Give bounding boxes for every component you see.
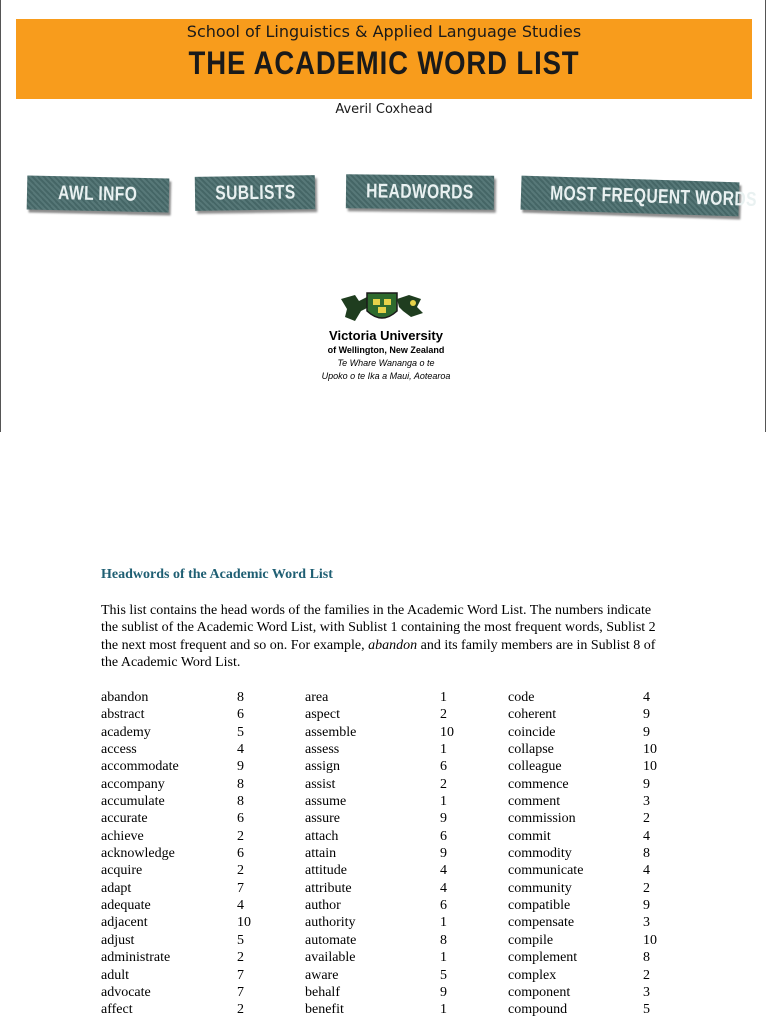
nav-awl-info-button[interactable] xyxy=(27,176,170,213)
headword: assure xyxy=(305,811,340,827)
sublist-number: 8 xyxy=(237,690,244,705)
sublist-number: 4 xyxy=(440,863,447,879)
sublist-number: 2 xyxy=(643,967,650,983)
headword: assign xyxy=(305,759,340,775)
headword: achieve xyxy=(101,828,144,844)
headword: commodity xyxy=(508,846,572,862)
sublist-number: 8 xyxy=(237,794,244,810)
headword: complement xyxy=(508,950,578,966)
headword: accurate xyxy=(101,811,148,827)
sublist-number: 7 xyxy=(237,984,244,1000)
headword: aspect xyxy=(305,707,340,723)
headword: benefit xyxy=(305,1002,344,1018)
headword: compile xyxy=(508,932,554,948)
headword: access xyxy=(101,742,137,758)
sublist-number: 1 xyxy=(440,690,447,705)
headword: academy xyxy=(101,724,151,740)
headword: adequate xyxy=(101,898,151,914)
headword: abstract xyxy=(101,707,145,723)
headword: accompany xyxy=(101,776,165,792)
headword: assemble xyxy=(305,724,357,740)
headword: acknowledge xyxy=(101,846,175,862)
sublist-number: 10 xyxy=(643,742,657,758)
sublist-number: 9 xyxy=(643,898,650,914)
headword: component xyxy=(508,984,571,1000)
headword: authority xyxy=(305,915,356,931)
sublist-number: 9 xyxy=(643,724,650,740)
sublist-number: 8 xyxy=(643,950,650,966)
sublist-number: 8 xyxy=(440,932,447,948)
headword: adjust xyxy=(101,932,135,948)
sublist-number: 4 xyxy=(237,742,244,758)
sublist-number: 2 xyxy=(237,1002,244,1018)
headword: adult xyxy=(101,967,129,983)
sublist-number: 2 xyxy=(643,880,650,896)
university-name: Victoria University xyxy=(329,328,443,343)
university-maori-name-line1: Te Whare Wananga o te xyxy=(337,358,435,368)
headword: assess xyxy=(305,742,340,758)
headword: compound xyxy=(508,1002,568,1018)
title-banner xyxy=(16,19,752,99)
sublist-number: 5 xyxy=(237,724,244,740)
headword: accumulate xyxy=(101,794,165,810)
sublist-number: 9 xyxy=(643,707,650,723)
intro-example-word: abandon xyxy=(368,637,418,653)
nav-sublists-label: SUBLISTS xyxy=(214,181,296,205)
headword: compensate xyxy=(508,915,575,931)
nav-most-frequent-words-button[interactable] xyxy=(521,176,758,217)
sublist-number: 10 xyxy=(643,932,657,948)
headword: assist xyxy=(305,776,336,792)
headword: coherent xyxy=(508,707,557,723)
intro-text-part2: and its family members are in Sublist 8 of the Academic Word List. xyxy=(101,637,656,670)
intro-paragraph xyxy=(101,602,661,671)
headword: complex xyxy=(508,967,557,983)
sublist-number: 3 xyxy=(643,984,650,1000)
headword: assume xyxy=(305,794,347,810)
sublist-number: 7 xyxy=(237,967,244,983)
headword: code xyxy=(508,690,535,705)
sublist-number: 6 xyxy=(440,759,447,775)
headword: community xyxy=(508,880,572,896)
sublist-number: 2 xyxy=(440,776,447,792)
intro-text-part1: This list contains the head words of the families in the Academic Word List. The numbers indicate the sublist of the Academic Word List, with Sublist 1 containing the most frequent words, Sublist 2 the next most frequent and so on. For example, xyxy=(101,603,656,653)
author-name: Averil Coxhead xyxy=(335,102,433,117)
sublist-number: 6 xyxy=(237,811,244,827)
headword: collapse xyxy=(508,742,554,758)
headword: abandon xyxy=(101,690,149,705)
university-maori-name-line2: Upoko o te Ika a Maui, Aotearoa xyxy=(321,371,451,381)
site-title: THE ACADEMIC WORD LIST xyxy=(188,45,580,81)
school-name: School of Linguistics & Applied Language Studies xyxy=(186,22,582,41)
headword: communicate xyxy=(508,863,584,879)
sublist-number: 5 xyxy=(643,1002,650,1018)
sublist-number: 1 xyxy=(440,742,447,758)
university-crest-icon xyxy=(337,287,427,327)
sublist-number: 7 xyxy=(237,880,244,896)
sublist-number: 2 xyxy=(237,950,244,966)
headword: attribute xyxy=(305,880,352,896)
sublist-number: 4 xyxy=(643,828,650,844)
nav-most-frequent-words-label: MOST FREQUENT WORDS xyxy=(549,182,758,211)
headword: adapt xyxy=(101,880,132,896)
headword: behalf xyxy=(305,984,340,1000)
sublist-number: 5 xyxy=(440,967,447,983)
headword: adjacent xyxy=(101,915,148,931)
headword: attach xyxy=(305,828,339,844)
sublist-number: 10 xyxy=(643,759,657,775)
sublist-number: 4 xyxy=(643,690,650,705)
sublist-number: 10 xyxy=(237,915,251,931)
headword: commence xyxy=(508,776,569,792)
sublist-number: 3 xyxy=(643,794,650,810)
sublist-number: 6 xyxy=(440,828,447,844)
sublist-number: 9 xyxy=(237,759,244,775)
sublist-number: 6 xyxy=(237,707,244,723)
header-frame xyxy=(0,0,766,432)
nav-sublists-button[interactable] xyxy=(195,175,315,211)
sublist-number: 5 xyxy=(237,932,244,948)
sublist-number: 9 xyxy=(440,846,447,862)
headword: colleague xyxy=(508,759,562,775)
sublist-number: 3 xyxy=(643,915,650,931)
headword: administrate xyxy=(101,950,171,966)
sublist-number: 1 xyxy=(440,1002,447,1018)
headword: aware xyxy=(305,967,339,983)
sublist-number: 9 xyxy=(440,811,447,827)
headword: compatible xyxy=(508,898,571,914)
headword: advocate xyxy=(101,984,151,1000)
sublist-number: 2 xyxy=(440,707,447,723)
headword: commission xyxy=(508,811,576,827)
university-location: of Wellington, New Zealand xyxy=(327,345,445,355)
document-heading: Headwords of the Academic Word List xyxy=(101,567,333,582)
university-logo[interactable] xyxy=(301,285,471,395)
sublist-number: 4 xyxy=(643,863,650,879)
sublist-number: 6 xyxy=(237,846,244,862)
headword: attitude xyxy=(305,863,347,879)
nav-headwords-label: HEADWORDS xyxy=(366,180,474,204)
headword: automate xyxy=(305,932,357,948)
headword: author xyxy=(305,898,341,914)
headword: comment xyxy=(508,794,561,810)
sublist-number: 9 xyxy=(440,984,447,1000)
sublist-number: 8 xyxy=(643,846,650,862)
sublist-number: 1 xyxy=(440,794,447,810)
headword: accommodate xyxy=(101,759,179,775)
headword: available xyxy=(305,950,356,966)
headword: affect xyxy=(101,1002,133,1018)
sublist-number: 2 xyxy=(643,811,650,827)
sublist-number: 6 xyxy=(440,898,447,914)
sublist-number: 1 xyxy=(440,915,447,931)
sublist-number: 2 xyxy=(237,828,244,844)
sublist-number: 4 xyxy=(237,898,244,914)
headword: attain xyxy=(305,846,337,862)
sublist-number: 2 xyxy=(237,863,244,879)
nav-headwords-button[interactable] xyxy=(346,174,494,210)
headword: area xyxy=(305,690,329,705)
nav-awl-info-label: AWL INFO xyxy=(58,182,138,206)
sublist-number: 9 xyxy=(643,776,650,792)
headword: acquire xyxy=(101,863,143,879)
sublist-number: 1 xyxy=(440,950,447,966)
sublist-number: 10 xyxy=(440,724,454,740)
sublist-number: 4 xyxy=(440,880,447,896)
headword: coincide xyxy=(508,724,556,740)
headword: commit xyxy=(508,828,551,844)
sublist-number: 8 xyxy=(237,776,244,792)
